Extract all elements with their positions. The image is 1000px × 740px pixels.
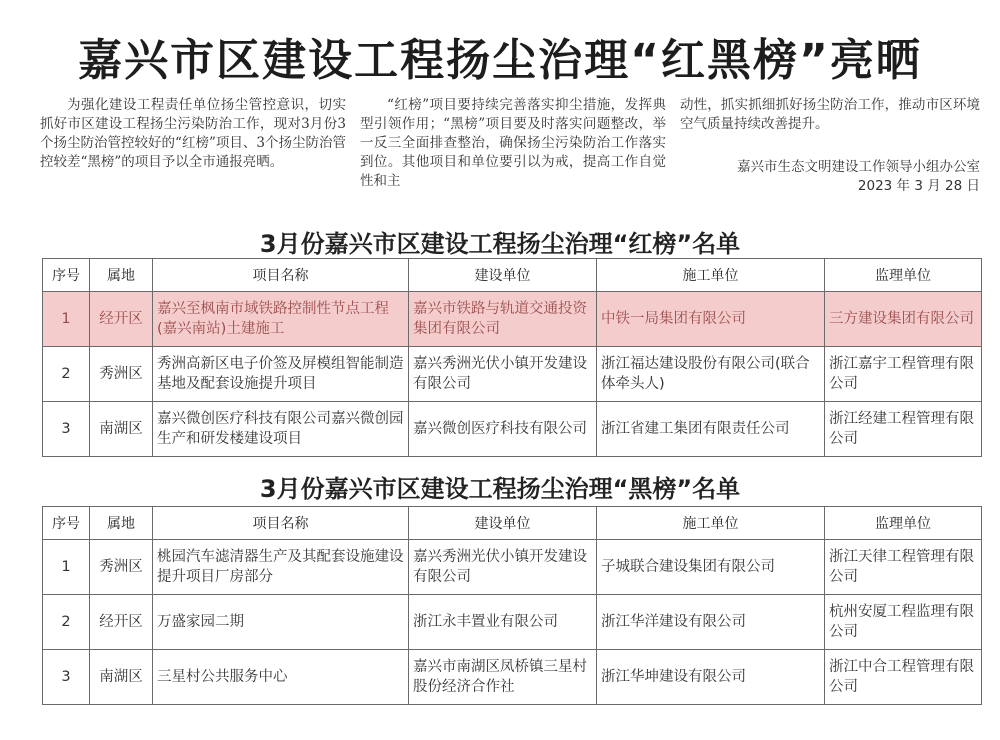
cell-project: 万盛家园二期 bbox=[153, 595, 409, 650]
header-index: 序号 bbox=[43, 507, 90, 540]
cell-project: 秀洲高新区电子价签及屏模组智能制造基地及配套设施提升项目 bbox=[153, 347, 409, 402]
cell-area: 经开区 bbox=[90, 292, 153, 347]
cell-contractor: 浙江省建工集团有限责任公司 bbox=[597, 402, 825, 457]
cell-supervisor: 浙江天律工程管理有限公司 bbox=[825, 540, 982, 595]
table-row bbox=[43, 540, 982, 595]
red-list-header-row bbox=[43, 259, 982, 292]
header-developer: 建设单位 bbox=[409, 507, 597, 540]
cell-area: 南湖区 bbox=[90, 402, 153, 457]
header-area: 属地 bbox=[90, 507, 153, 540]
intro-text bbox=[40, 96, 984, 204]
cell-area: 经开区 bbox=[90, 595, 153, 650]
cell-project: 三星村公共服务中心 bbox=[153, 650, 409, 705]
table-row bbox=[43, 347, 982, 402]
cell-contractor: 中铁一局集团有限公司 bbox=[597, 292, 825, 347]
header-contractor: 施工单位 bbox=[597, 259, 825, 292]
cell-area: 秀洲区 bbox=[90, 540, 153, 595]
red-list-table bbox=[42, 258, 982, 457]
table-row bbox=[43, 292, 982, 347]
red-list-title: 3月份嘉兴市区建设工程扬尘治理“红榜”名单 bbox=[259, 230, 741, 258]
intro-column-3: 动性，抓实抓细抓好扬尘防治工作，推动市区环境空气质量持续改善提升。 bbox=[680, 97, 980, 132]
intro-column-1: 为强化建设工程责任单位扬尘管控意识，切实抓好市区建设工程扬尘污染防治工作，现对3月份3个扬尘防治管控较好的“红榜”项目、3个扬尘防治管控较差“黑榜”的项目予以全市通报亮晒。 bbox=[40, 97, 346, 170]
cell-project: 嘉兴至枫南市域铁路控制性节点工程(嘉兴南站)土建施工 bbox=[153, 292, 409, 347]
issue-date: 2023 年 3 月 28 日 bbox=[857, 178, 980, 194]
table-row bbox=[43, 595, 982, 650]
cell-index: 1 bbox=[43, 540, 90, 595]
cell-developer: 嘉兴市南湖区凤桥镇三星村股份经济合作社 bbox=[409, 650, 597, 705]
black-list-header-row bbox=[43, 507, 982, 540]
header-supervisor: 监理单位 bbox=[825, 259, 982, 292]
cell-area: 南湖区 bbox=[90, 650, 153, 705]
cell-index: 1 bbox=[43, 292, 90, 347]
cell-index: 2 bbox=[43, 347, 90, 402]
cell-index: 2 bbox=[43, 595, 90, 650]
cell-developer: 嘉兴微创医疗科技有限公司 bbox=[409, 402, 597, 457]
header-area: 属地 bbox=[90, 259, 153, 292]
header-developer: 建设单位 bbox=[409, 259, 597, 292]
issuer: 嘉兴市生态文明建设工作领导小组办公室 bbox=[737, 159, 980, 175]
cell-area: 秀洲区 bbox=[90, 347, 153, 402]
intro-column-2: “红榜”项目要持续完善落实抑尘措施，发挥典型引领作用；“黑榜”项目要及时落实问题整改，举一反三全面排查整治，确保扬尘污染防治工作落实到位。其他项目和单位要引以为戒，提高工作自觉性和主 bbox=[360, 97, 666, 189]
cell-index: 3 bbox=[43, 650, 90, 705]
cell-project: 桃园汽车滤清器生产及其配套设施建设提升项目厂房部分 bbox=[153, 540, 409, 595]
header-contractor: 施工单位 bbox=[597, 507, 825, 540]
header-supervisor: 监理单位 bbox=[825, 507, 982, 540]
header-index: 序号 bbox=[43, 259, 90, 292]
cell-supervisor: 三方建设集团有限公司 bbox=[825, 292, 982, 347]
cell-supervisor: 浙江经建工程管理有限公司 bbox=[825, 402, 982, 457]
header-project: 项目名称 bbox=[153, 259, 409, 292]
cell-supervisor: 浙江中合工程管理有限公司 bbox=[825, 650, 982, 705]
cell-developer: 嘉兴市铁路与轨道交通投资集团有限公司 bbox=[409, 292, 597, 347]
cell-developer: 嘉兴秀洲光伏小镇开发建设有限公司 bbox=[409, 540, 597, 595]
cell-contractor: 浙江华洋建设有限公司 bbox=[597, 595, 825, 650]
cell-index: 3 bbox=[43, 402, 90, 457]
header-project: 项目名称 bbox=[153, 507, 409, 540]
cell-contractor: 浙江福达建设股份有限公司(联合体牵头人) bbox=[597, 347, 825, 402]
headline: 嘉兴市区建设工程扬尘治理“红黑榜”亮晒 bbox=[78, 35, 922, 86]
cell-supervisor: 浙江嘉宇工程管理有限公司 bbox=[825, 347, 982, 402]
table-row bbox=[43, 402, 982, 457]
table-row bbox=[43, 650, 982, 705]
cell-developer: 浙江永丰置业有限公司 bbox=[409, 595, 597, 650]
cell-supervisor: 杭州安厦工程监理有限公司 bbox=[825, 595, 982, 650]
signature bbox=[680, 158, 980, 196]
cell-contractor: 子城联合建设集团有限公司 bbox=[597, 540, 825, 595]
cell-developer: 嘉兴秀洲光伏小镇开发建设有限公司 bbox=[409, 347, 597, 402]
black-list-table bbox=[42, 506, 982, 705]
cell-project: 嘉兴微创医疗科技有限公司嘉兴微创园生产和研发楼建设项目 bbox=[153, 402, 409, 457]
black-list-title: 3月份嘉兴市区建设工程扬尘治理“黑榜”名单 bbox=[259, 475, 741, 503]
cell-contractor: 浙江华坤建设有限公司 bbox=[597, 650, 825, 705]
